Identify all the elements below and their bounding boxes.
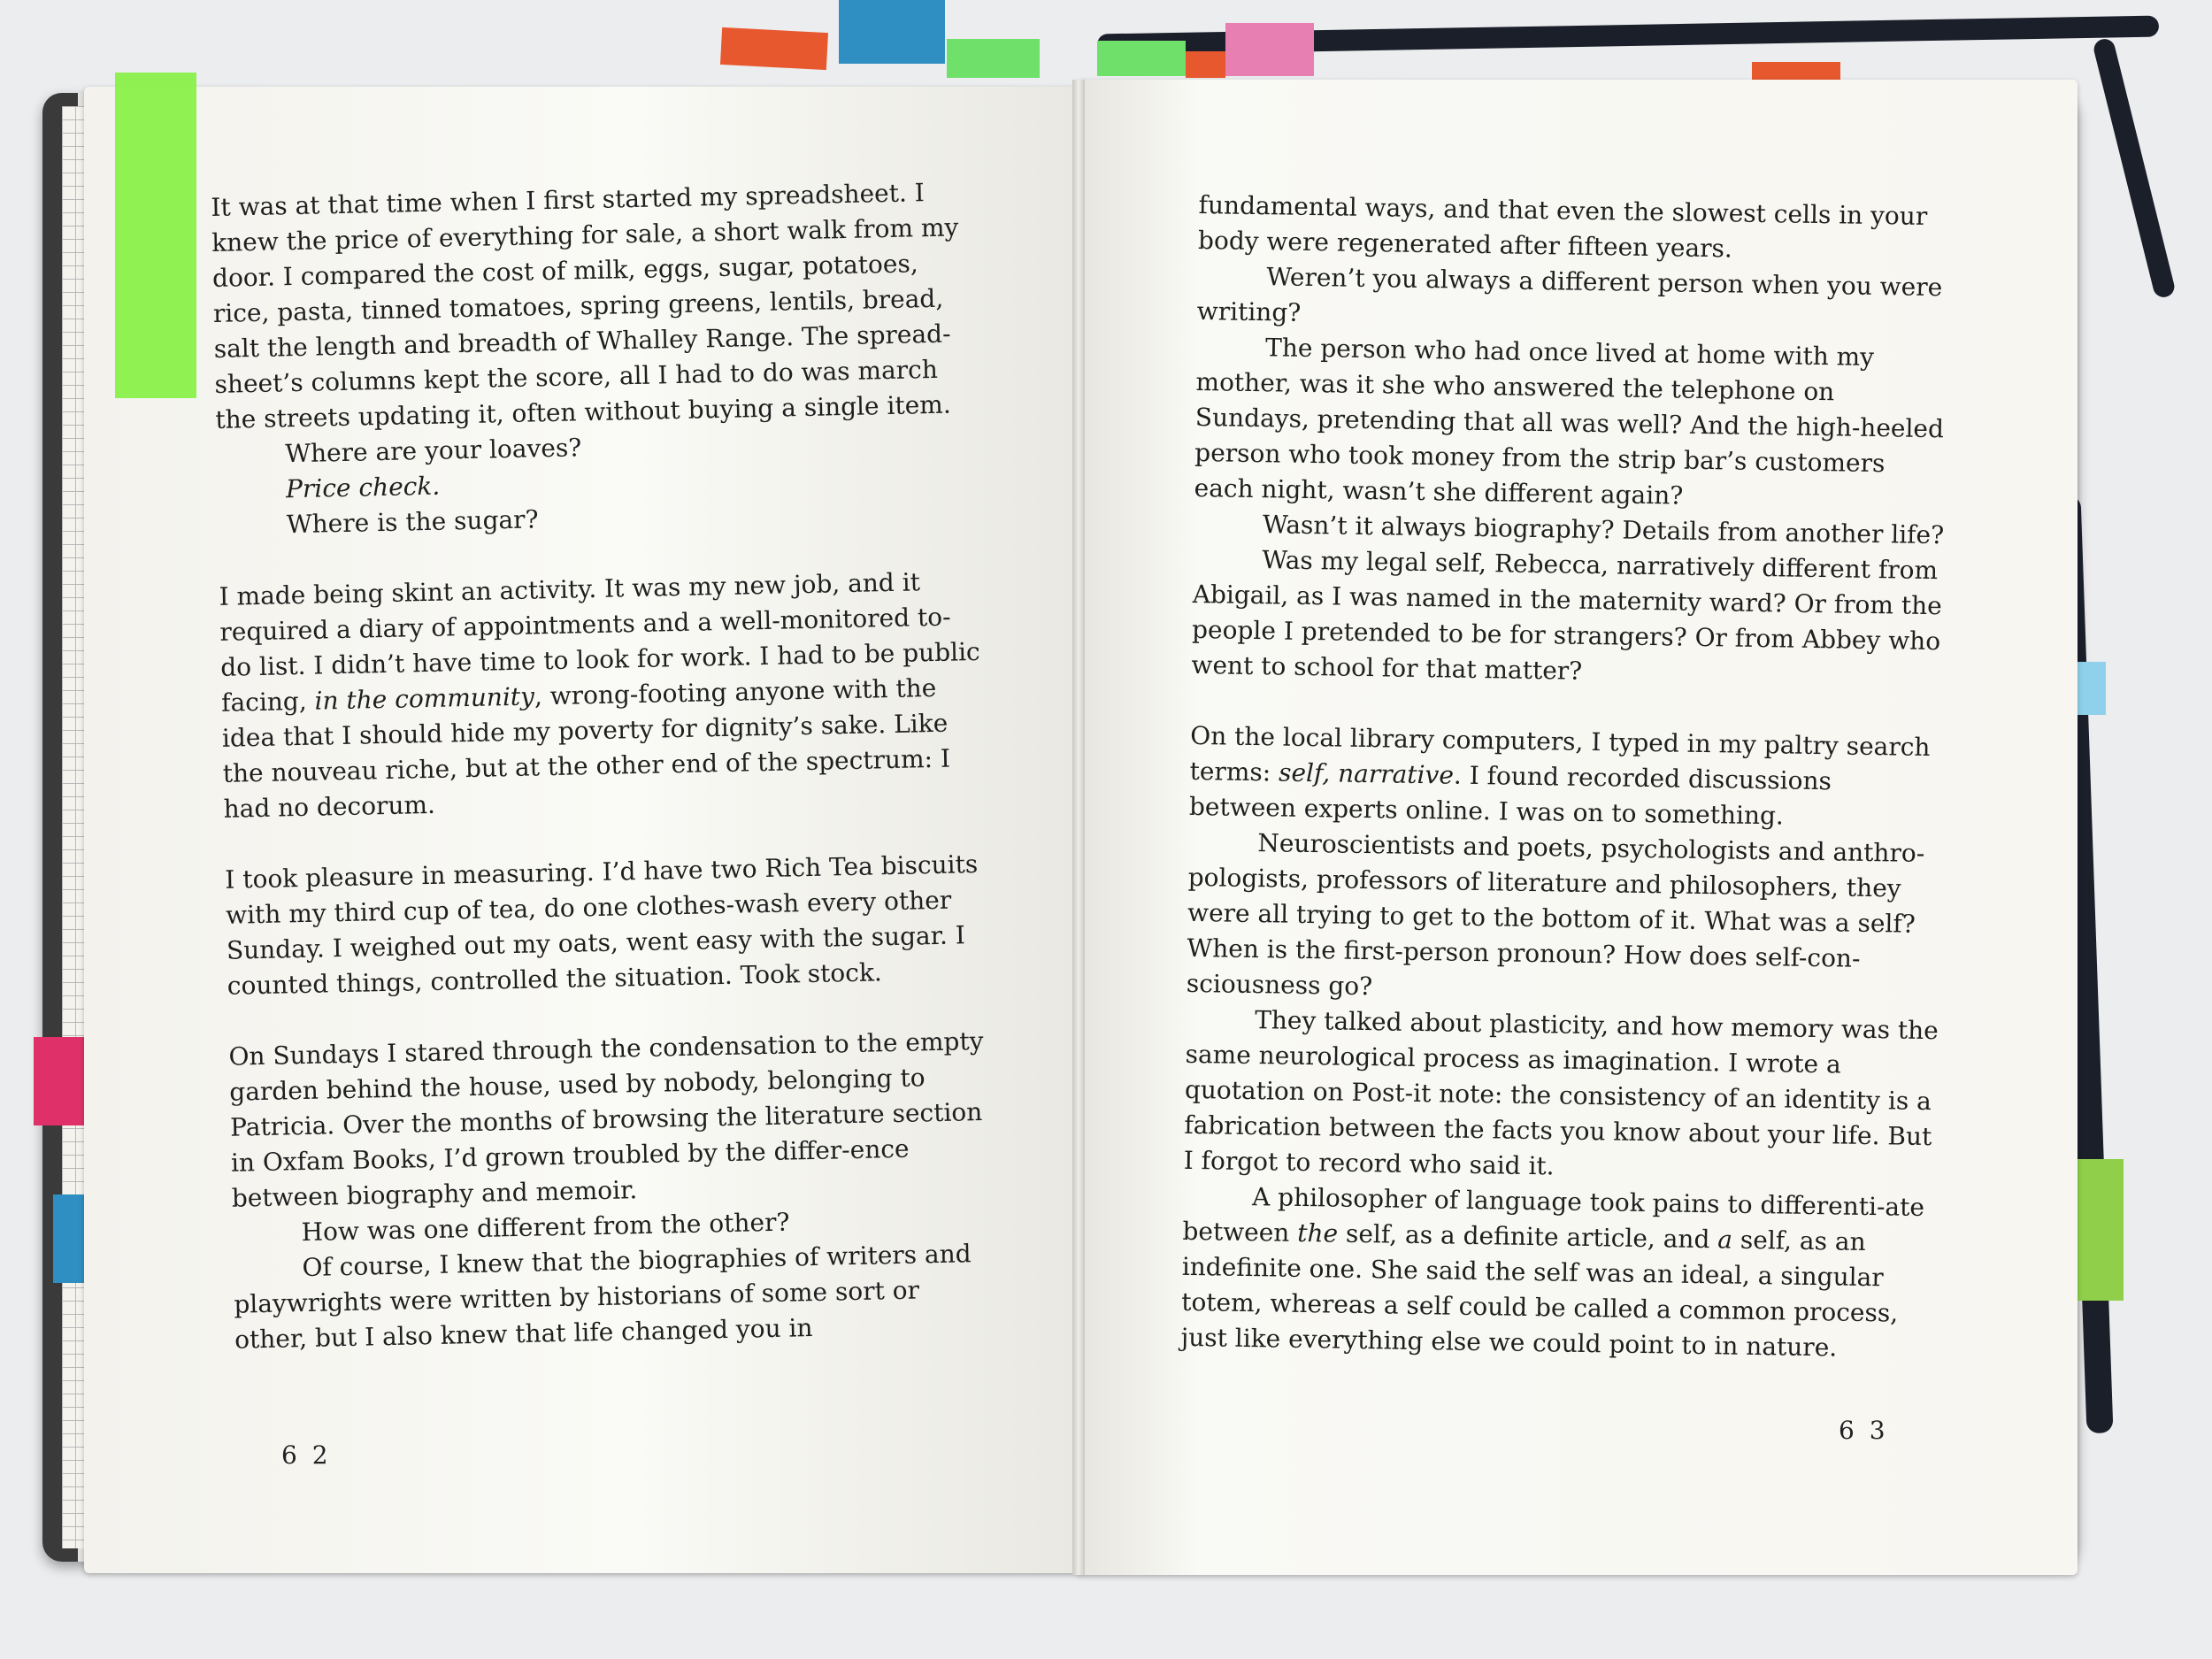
paragraph: I took pleasure in measuring. I’d have two Rich Tea biscuits with my third cup of tea, do one clothes-wash every other Sunday. I weighed out my oats, went easy with the sugar. I counted things, controlled the situation. Took stock. (224, 849, 979, 1001)
paragraph: Was my legal self, Rebecca, narratively different from Abigail, as I was named in the maternity ward? Or from the people I pretended to be for strangers? Or from Abbey who went to school for that matter? (1191, 545, 1942, 686)
page-number-left: 6 2 (281, 1440, 332, 1470)
emphasis-text: self, narrative (1278, 757, 1455, 790)
page-number-right: 6 3 (1839, 1416, 1889, 1445)
text-span: On the local library computers, I typed in my paltry search terms: (1189, 720, 1931, 787)
paragraph: It was at that time when I first started my spreadsheet. I knew the price of everything for sale, a short walk from my door. I compared the cost of milk, eggs, sugar, potatoes, rice, pasta, tinned tomatoes, spring greens, lentils, bread, salt the length and breadth of Whalley Range. The spread-sheet’s columns kept the score, all I had to do was march the streets updating it, often without buying a single item. (211, 178, 959, 434)
right-page-text (1180, 188, 1953, 1367)
text-span: self, as an indefinite one. She said the self was an ideal, a singular totem, whereas a self could be called a common process, just like everything else we could point to in nature. (1180, 1225, 1899, 1363)
book-gutter (1072, 80, 1085, 1575)
sticky-tab-pink (1225, 23, 1314, 76)
paragraph: Wasn’t it always biography? Details from another life? (1262, 510, 1945, 550)
paragraph: They talked about plasticity, and how memory was the same neurological process as imagination. I wrote a quotation on Post-it note: the consistency of an identity is a fabrication between the facts you know about your life. But I forgot to record who said it. (1183, 1005, 1939, 1181)
text-span: , wrong-footing anyone with the idea that I should hide my poverty for dignity’s sake. Like the nouveau riche, but at the other end of the spectrum: I had no decorum. (221, 672, 951, 824)
sticky-tab-orange (720, 27, 828, 70)
sticky-tab-green-large (115, 73, 196, 398)
text-span: A philosopher of language took pains to differenti-ate between (1182, 1182, 1925, 1248)
text-span: . I found recorded discussions between experts online. I was on to something. (1188, 760, 1832, 831)
paragraph (219, 564, 985, 827)
left-page-text (211, 174, 995, 1358)
emphasis-text: a (1717, 1225, 1733, 1255)
emphasis-text: in the community (314, 681, 535, 716)
paragraph: Where is the sugar? (286, 504, 539, 540)
paragraph: Neuroscientists and poets, psychologists and anthro-pologists, professors of literature and philosophers, they were all trying to get to the bottom of it. What was a self? When is the first-person pronoun? How does self-con-sciousness go? (1186, 828, 1925, 1002)
ribbon-bookmark-tail (2092, 37, 2177, 300)
sticky-tab-blue (839, 0, 945, 64)
paragraph: Weren’t you always a different person when you were writing? (1196, 262, 1943, 327)
paragraph: Of course, I knew that the biographies of writers and playwrights were written by historians of some sort or other, but I also knew that life changed you in (234, 1239, 972, 1355)
sticky-tab-green (947, 39, 1040, 78)
sticky-tab-orange (1186, 51, 1225, 78)
paragraph: How was one different from the other? (301, 1207, 790, 1248)
text-span: self, as a definite article, and (1337, 1218, 1718, 1255)
sticky-tab-green (1097, 41, 1186, 76)
paragraph: On Sundays I stared through the condensation to the empty garden behind the house, used by nobody, belonging to Patricia. Over the months of browsing the literature section in Oxfam Books, I’d grown troubled by the differ-ence between biography and memoir. (228, 1025, 984, 1213)
paragraph (1189, 718, 1945, 836)
paragraph (1180, 1179, 1937, 1367)
emphasis-text: the (1296, 1217, 1339, 1248)
paragraph: Price check. (285, 471, 441, 504)
paragraph: fundamental ways, and that even the slowest cells in your body were regenerated after fifteen years. (1197, 189, 1928, 264)
paragraph: The person who had once lived at home with my mother, was it she who answered the telephone on Sundays, pretending that all was well? And the high-heeled person who took money from the strip bar’s customers each night, wasn’t she different again? (1194, 333, 1945, 511)
text-span: I made being skint an activity. It was my new job, and it required a diary of appointments and a well-monitored to-do list. I didn’t have time to look for work. I had to be public facing, (219, 567, 980, 718)
paragraph: Where are your loaves? (284, 433, 582, 469)
